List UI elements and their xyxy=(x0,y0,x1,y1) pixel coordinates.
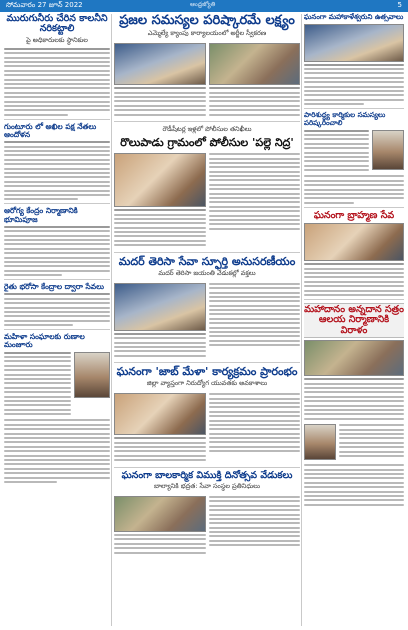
story-headline: మహాదానం అన్నదాన సత్రం xyxy=(304,304,404,315)
column-divider xyxy=(111,14,112,626)
column-divider xyxy=(301,14,302,626)
story-subheadline: జిల్లా వ్యాప్తంగా నిరుద్యోగ యువతకు అవకాశాలు xyxy=(146,379,268,388)
center-column xyxy=(114,14,300,628)
story-headline: గుంటూరు లో అఖిల పక్ష నేతలు ఆందోళన xyxy=(4,121,97,139)
story-subheadline: మదర్ తెరిసా జయంతి వేడుకల్లో వక్తలు xyxy=(158,268,256,277)
news-photo xyxy=(304,340,404,376)
news-photo xyxy=(114,393,206,435)
story-body xyxy=(114,333,206,357)
story-headline: పారిశుద్ధ్య కార్మికుల సమస్యలు పరిష్కరించాలి xyxy=(304,111,386,127)
news-photo xyxy=(114,283,206,331)
news-photo xyxy=(209,43,301,85)
story-body xyxy=(4,352,71,418)
story-headline: రైతు భరోసా కేంద్రాల ద్వారా సేవలు xyxy=(4,282,105,292)
story-body xyxy=(4,141,110,200)
story-subheadline: బాల్యానికి భద్రత: సేవా సంస్థల ప్రతినిధులు xyxy=(153,481,261,490)
news-photo xyxy=(114,496,206,532)
page-number: 5 xyxy=(397,1,402,9)
story-body xyxy=(114,87,206,115)
story-headline: ఆరోగ్య కేంద్రం నిర్మాణానికి భూమిపూజ xyxy=(4,206,78,224)
story-headline: మురుగునీరు చేరిన కాలనీని నరికట్టాలి xyxy=(6,13,108,35)
news-photo xyxy=(114,43,206,85)
portrait-photo xyxy=(74,352,110,398)
left-column xyxy=(4,14,110,628)
lead-headline: ప్రజల సమస్యల పరిష్కారమే లక్ష్యం xyxy=(119,13,295,28)
story-headline: ఘనంగా బాలకార్మిక విముక్తి దినోత్సవ వేడుకలు xyxy=(121,469,293,481)
page-header-bar xyxy=(0,0,408,12)
story-body xyxy=(4,48,110,116)
story-body xyxy=(304,263,404,296)
story-body xyxy=(304,464,404,506)
story-body xyxy=(114,209,206,246)
story-headline: ఘనంగా మహాకాళేశ్వరుని ఉత్సవాలు xyxy=(304,13,404,21)
right-column xyxy=(304,14,404,628)
story-kicker: రౌడీషీటర్ల ఇళ్లలో పోలీసుల తనిఖీలు xyxy=(162,125,252,134)
story-body xyxy=(304,378,404,420)
story-body xyxy=(4,293,110,326)
lead-subheadline: ఎమ్మెల్యే క్యాంపు కార్యాలయంలో అర్జీల స్వీకరణ xyxy=(147,29,267,38)
news-photo xyxy=(304,223,404,261)
story-body xyxy=(339,424,404,462)
story-body xyxy=(209,153,301,249)
story-body xyxy=(114,437,206,461)
story-body xyxy=(304,175,404,203)
story-body xyxy=(304,130,369,174)
story-body xyxy=(209,87,301,115)
story-subheadline: పై అధికారులకు స్థానికుల xyxy=(26,35,88,44)
story-body xyxy=(4,226,110,276)
story-body xyxy=(209,393,301,463)
story-body xyxy=(209,283,301,359)
story-subheadline: ఆలయ నిర్మాణానికి విరాళం xyxy=(318,314,390,336)
story-headline: రొలుపాడు గ్రామంలో పోలీసుల 'పల్లె నిద్ర' xyxy=(120,136,294,150)
story-headline: ఘనంగా బ్రాహ్మణ సేవ xyxy=(313,209,395,221)
news-photo xyxy=(304,24,404,62)
issue-date: సోమవారం 27 జూన్ 2022 xyxy=(6,1,83,9)
story-headline: ఘనంగా 'జాబ్ మేళా' కార్యక్రమం ప్రారంభం xyxy=(116,365,298,379)
edition-name: ఆంధ్రజ్యోతి xyxy=(190,1,216,8)
portrait-photo xyxy=(304,424,336,460)
story-headline: మదర్ తెరిసా సేవా స్ఫూర్తి అనుసరణీయం xyxy=(118,254,296,268)
story-body xyxy=(4,419,110,482)
news-photo xyxy=(114,153,206,207)
story-body xyxy=(114,534,206,554)
boxed-headline xyxy=(304,303,404,338)
story-body xyxy=(209,496,301,556)
story-headline: మహిళా సంఘాలకు రుణాల మంజూరు xyxy=(4,332,85,350)
story-body xyxy=(304,64,404,106)
portrait-photo xyxy=(372,130,404,170)
